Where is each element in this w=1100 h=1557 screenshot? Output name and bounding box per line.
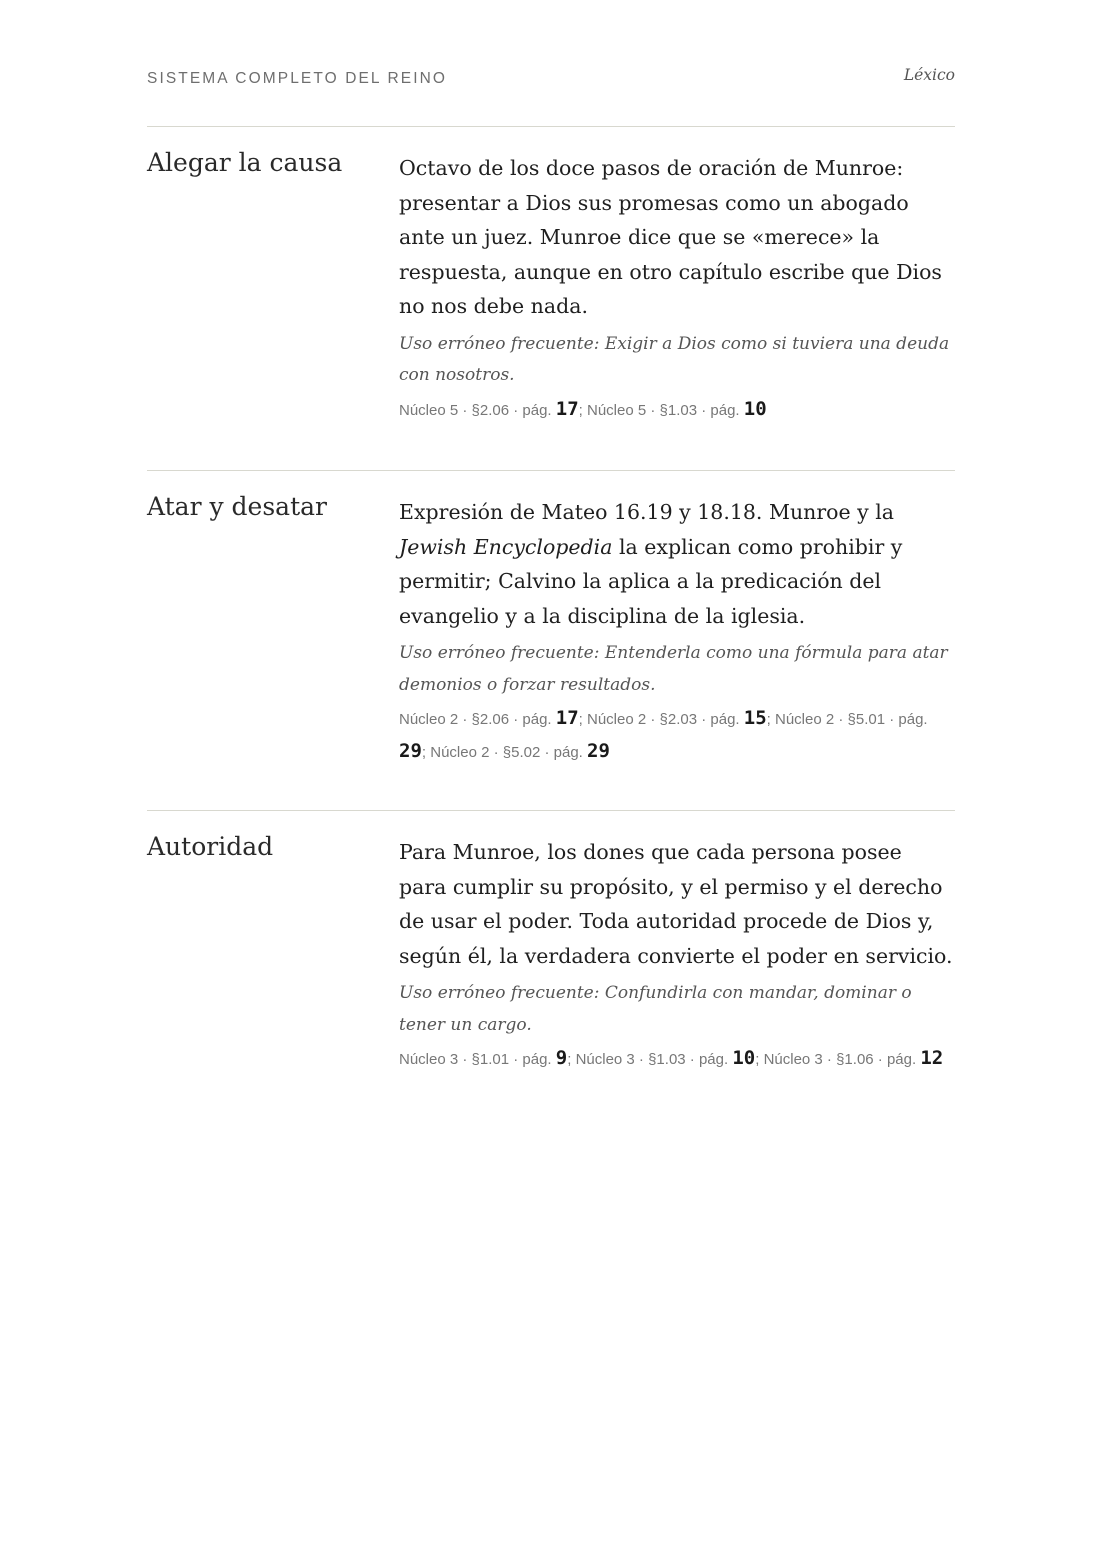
reference-label: Núcleo 2 · §5.02 · pág.: [430, 743, 583, 761]
reference-page: 9: [555, 1047, 568, 1069]
reference-page: 17: [555, 397, 579, 420]
reference-page: 10: [743, 397, 767, 420]
entry-common-misuse: Uso erróneo frecuente: Entenderla como una fórmula para atar demonios o forzar resultados.: [399, 643, 948, 695]
lexicon-entry: [147, 810, 955, 1131]
reference-label: Núcleo 3 · §1.06 · pág.: [763, 1051, 917, 1068]
cited-work-title: Jewish Encyclopedia: [399, 534, 613, 559]
entry-definition: Para Munroe, los dones que cada persona posee para cumplir su propósito, y el permiso y el derecho de usar el poder. Toda autoridad procede de Dios y, según él, la verdadera convierte el poder en servicio.: [399, 840, 953, 968]
definition-text: la explican como prohibir y permitir; Calvino la aplica a la predicación del evangelio y a la disciplina de la iglesia.: [399, 534, 903, 628]
entry-common-misuse: Uso erróneo frecuente: Confundirla con mandar, dominar o tener un cargo.: [399, 983, 912, 1035]
entry-term: Atar y desatar: [147, 492, 327, 521]
reference-label: Núcleo 5 · §1.03 · pág.: [587, 401, 740, 419]
reference-label: Núcleo 2 · §2.06 · pág.: [399, 711, 552, 728]
lexicon-entry: [147, 470, 955, 810]
book-title: SISTEMA COMPLETO DEL REINO: [147, 70, 448, 87]
reference-page: 12: [920, 1047, 944, 1069]
entry-body: [399, 471, 955, 810]
reference-label: Núcleo 2 · §5.01 · pág.: [775, 711, 928, 728]
lexicon-entries: [147, 126, 955, 1131]
reference-label: Núcleo 5 · §2.06 · pág.: [399, 401, 552, 419]
reference-page: 17: [555, 707, 579, 729]
reference-page: 10: [732, 1047, 756, 1069]
entry-references: Núcleo 2 · §2.06 · pág. 17; Núcleo 2 · §2.03 · pág. 15; Núcleo 2 · §5.01 · pág. 29; Núcleo 2 · §5.02 · pág. 29: [399, 707, 928, 762]
reference-page: 15: [743, 707, 767, 729]
reference-label: Núcleo 3 · §1.03 · pág.: [575, 1051, 729, 1068]
section-title: Léxico: [903, 66, 955, 84]
entry-common-misuse: Uso erróneo frecuente: Exigir a Dios como si tuviera una deuda con nosotros.: [399, 333, 950, 385]
definition-text: Expresión de Mateo 16.19 y 18.18. Munroe y la: [399, 500, 895, 524]
reference-page: 29: [587, 739, 610, 762]
entry-references: Núcleo 5 · §2.06 · pág. 17; Núcleo 5 · §1.03 · pág. 10: [399, 397, 767, 420]
running-header: [147, 66, 955, 90]
entry-definition: [399, 495, 955, 633]
entry-body: [399, 811, 955, 1131]
entry-term: Autoridad: [147, 832, 274, 861]
entry-definition: Octavo de los doce pasos de oración de Munroe: presentar a Dios sus promesas como un abogado ante un juez. Munroe dice que se «merece» la respuesta, aunque en otro capítulo escribe que Dios no nos debe nada.: [399, 156, 942, 318]
lexicon-entry: [147, 126, 955, 470]
reference-label: Núcleo 3 · §1.01 · pág.: [399, 1051, 552, 1068]
reference-label: Núcleo 2 · §2.03 · pág.: [587, 711, 740, 728]
entry-term: Alegar la causa: [147, 148, 343, 177]
entry-body: [399, 127, 955, 470]
entry-references: Núcleo 3 · §1.01 · pág. 9; Núcleo 3 · §1.03 · pág. 10; Núcleo 3 · §1.06 · pág. 12: [399, 1047, 944, 1069]
reference-page: 29: [399, 739, 422, 762]
